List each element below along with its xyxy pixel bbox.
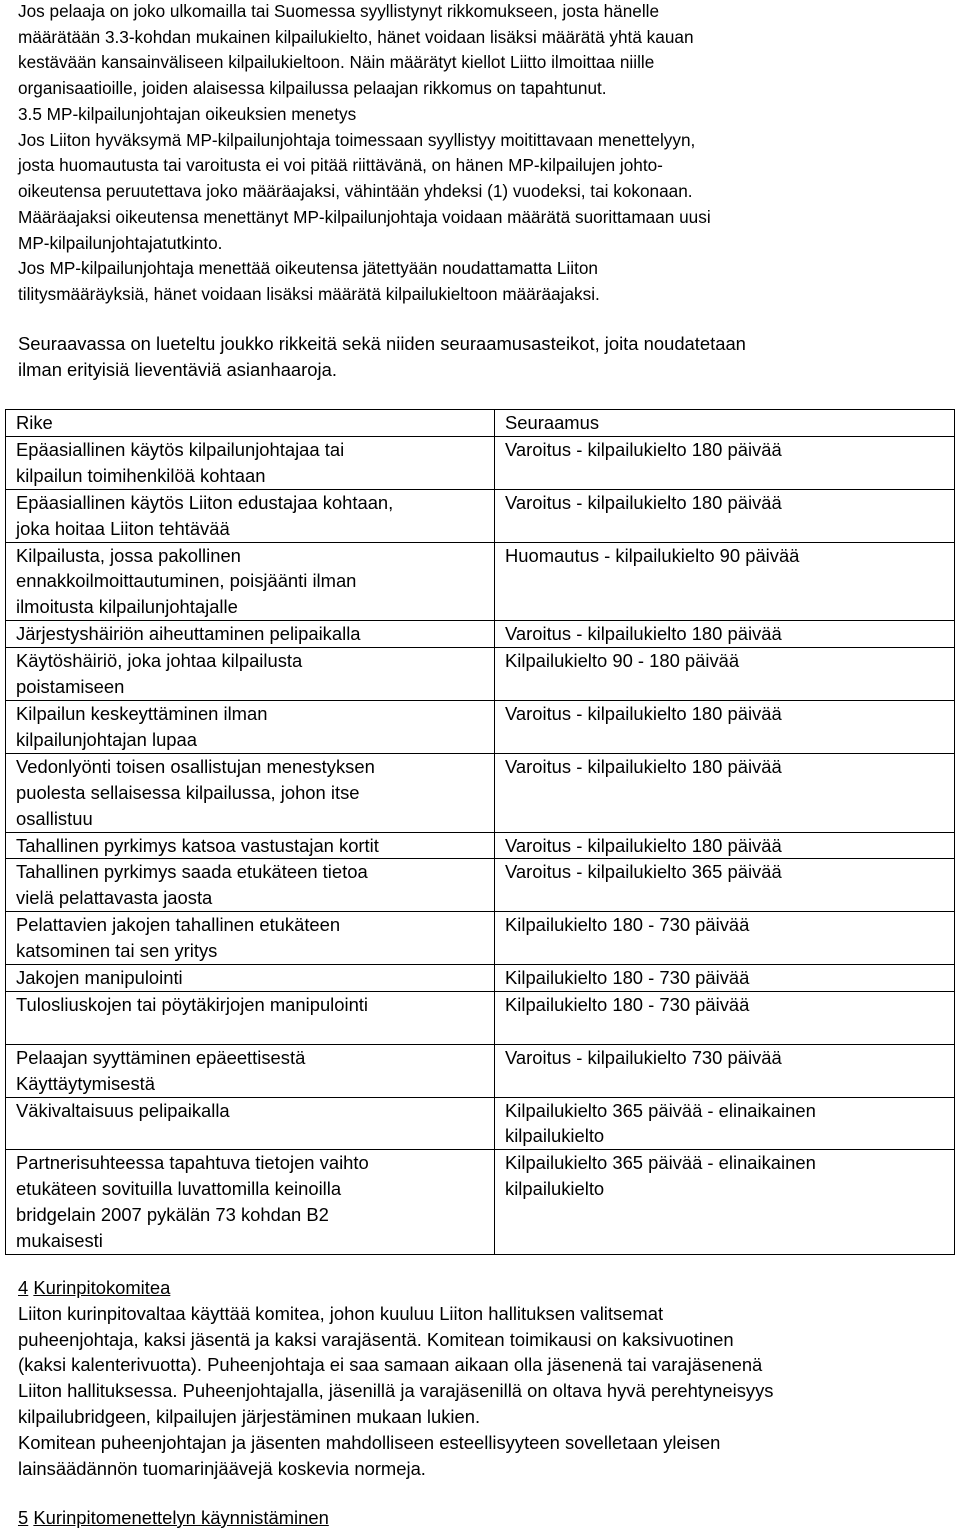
rike-line: mukaisesti xyxy=(16,1230,103,1252)
seuraamus-line: Varoitus - kilpailukielto 180 päivää xyxy=(505,755,782,777)
rike-line: Kilpailusta, jossa pakollinen xyxy=(16,544,241,566)
section-4 xyxy=(18,1275,774,1481)
seuraamus-line: Varoitus - kilpailukielto 180 päivää xyxy=(505,491,782,513)
rike-line: Partnerisuhteessa tapahtuva tietojen vaihto xyxy=(16,1152,369,1174)
rike-line: katsominen tai sen yritys xyxy=(16,940,218,962)
section-4-line: puheenjohtaja, kaksi jäsentä ja kaksi varajäsentä. Komitean toimikausi on kaksivuotinen xyxy=(18,1328,734,1350)
intro-line: kestävään kansainväliseen kilpailukieltoon. Näin määrätyt kiellot Liitto ilmoittaa niille xyxy=(18,52,655,73)
rike-line: kilpailun toimihenkilöä kohtaan xyxy=(16,464,266,486)
rike-line: Tahallinen pyrkimys katsoa vastustajan kortit xyxy=(16,834,379,856)
seuraamus-line: Kilpailukielto 180 - 730 päivää xyxy=(505,914,750,936)
table-row xyxy=(6,700,955,753)
rike-line: Tahallinen pyrkimys saada etukäteen tietoa xyxy=(16,861,368,883)
rike-cell xyxy=(6,1044,495,1097)
rike-line: bridgelain 2007 pykälän 73 kohdan B2 xyxy=(16,1204,329,1226)
intro-line: Jos pelaaja on joko ulkomailla tai Suomessa syyllistynyt rikkomukseen, josta hänelle xyxy=(18,1,660,21)
table-row xyxy=(6,832,955,859)
seuraamus-cell xyxy=(495,700,955,753)
table-row xyxy=(6,1097,955,1150)
seuraamus-cell xyxy=(495,965,955,992)
rike-cell xyxy=(6,991,495,1044)
rike-cell xyxy=(6,912,495,965)
rike-cell xyxy=(6,621,495,648)
seuraamus-line: Varoitus - kilpailukielto 365 päivää xyxy=(505,861,782,883)
rike-cell xyxy=(6,542,495,621)
table-intro-line: ilman erityisiä lieventäviä asianhaaroja. xyxy=(18,358,337,380)
section-3-5-line: MP-kilpailunjohtajatutkinto. xyxy=(18,232,223,253)
section-4-line: (kaksi kalenterivuotta). Puheenjohtaja ei saa samaan aikaan olla jäsenenä tai varajäsenenä xyxy=(18,1354,763,1376)
rike-line: osallistuu xyxy=(16,807,93,829)
table-intro xyxy=(18,331,746,383)
section-3-5-line: Jos MP-kilpailunjohtaja menettää oikeutensa jätettyään noudattamatta Liiton xyxy=(18,258,598,279)
section-5-heading xyxy=(18,1505,329,1531)
seuraamus-line: Varoitus - kilpailukielto 730 päivää xyxy=(505,1046,782,1068)
table-row xyxy=(6,753,955,832)
rike-cell xyxy=(6,700,495,753)
section-4-line: Liiton kurinpitovaltaa käyttää komitea, johon kuuluu Liiton hallituksen valitsemat xyxy=(18,1302,664,1324)
rike-line xyxy=(16,1018,494,1044)
rike-line: Kilpailun keskeyttäminen ilman xyxy=(16,702,268,724)
seuraamus-line: Varoitus - kilpailukielto 180 päivää xyxy=(505,834,782,856)
rike-cell xyxy=(6,436,495,489)
section-4-heading xyxy=(18,1275,774,1301)
rike-line: vielä pelattavasta jaosta xyxy=(16,887,213,909)
table-row xyxy=(6,991,955,1044)
rike-line: Väkivaltaisuus pelipaikalla xyxy=(16,1099,230,1121)
rike-cell xyxy=(6,489,495,542)
table-row xyxy=(6,965,955,992)
seuraamus-line: Kilpailukielto 180 - 730 päivää xyxy=(505,993,750,1015)
seuraamus-cell xyxy=(495,648,955,701)
seuraamus-cell xyxy=(495,1097,955,1150)
column-header-rike: Rike xyxy=(6,410,495,437)
seuraamus-line: Varoitus - kilpailukielto 180 päivää xyxy=(505,623,782,645)
section-4-number: 4 xyxy=(18,1277,29,1298)
rike-cell xyxy=(6,1097,495,1150)
seuraamus-cell xyxy=(495,542,955,621)
seuraamus-cell xyxy=(495,753,955,832)
rike-line: kilpailunjohtajan lupaa xyxy=(16,728,197,750)
table-intro-line: Seuraavassa on lueteltu joukko rikkeitä sekä niiden seuraamusasteikot, joita noudatetaan xyxy=(18,333,746,354)
section-5 xyxy=(18,1505,329,1531)
rike-line: Käyttäytymisestä xyxy=(16,1072,155,1094)
seuraamus-line: Kilpailukielto 365 päivää - elinaikainen xyxy=(505,1099,816,1121)
seuraamus-line: Kilpailukielto 180 - 730 päivää xyxy=(505,967,750,989)
table-row xyxy=(6,436,955,489)
rike-line: ilmoitusta kilpailunjohtajalle xyxy=(16,596,238,618)
rike-line: Pelaajan syyttäminen epäeettisestä xyxy=(16,1046,306,1068)
section-4-line: lainsäädännön tuomarinjäävejä koskevia normeja. xyxy=(18,1457,426,1479)
seuraamus-cell xyxy=(495,991,955,1044)
table-row xyxy=(6,912,955,965)
rike-line: Järjestyshäiriön aiheuttaminen pelipaikalla xyxy=(16,623,361,645)
section-5-number: 5 xyxy=(18,1507,29,1528)
section-3-5-heading: 3.5 MP-kilpailunjohtajan oikeuksien menetys xyxy=(18,104,357,124)
seuraamus-cell xyxy=(495,436,955,489)
seuraamus-line: Varoitus - kilpailukielto 180 päivää xyxy=(505,438,782,460)
seuraamus-cell xyxy=(495,912,955,965)
seuraamus-cell xyxy=(495,1044,955,1097)
section-3-5-line: Määräajaksi oikeutensa menettänyt MP-kilpailunjohtaja voidaan määrätä suorittamaan uusi xyxy=(18,206,711,227)
rike-cell xyxy=(6,965,495,992)
rike-line: Epäasiallinen käytös Liiton edustajaa kohtaan, xyxy=(16,491,394,513)
rike-cell xyxy=(6,859,495,912)
rike-cell xyxy=(6,1150,495,1255)
rike-line xyxy=(16,1123,494,1149)
section-4-line: Komitean puheenjohtajan ja jäsenten mahdolliseen esteellisyyteen sovelletaan yleisen xyxy=(18,1431,721,1453)
seuraamus-line: kilpailukielto xyxy=(505,1178,605,1200)
section-4-line: Liiton hallituksessa. Puheenjohtajalla, jäsenillä ja varajäsenillä on oltava hyvä perehtyneisyys xyxy=(18,1380,774,1402)
rike-line: ennakkoilmoittautuminen, poisjäänti ilman xyxy=(16,570,357,592)
rike-cell xyxy=(6,648,495,701)
rike-line: joka hoitaa Liiton tehtävää xyxy=(16,517,230,539)
table-row xyxy=(6,621,955,648)
table-row xyxy=(6,1044,955,1097)
section-3-5-line: Jos Liiton hyväksymä MP-kilpailunjohtaja toimessaan syyllistyy moitittavaan menettelyyn, xyxy=(18,129,696,150)
intro-line: määrätään 3.3-kohdan mukainen kilpailukielto, hänet voidaan lisäksi määrätä yhtä kauan xyxy=(18,26,694,47)
rike-line: Pelattavien jakojen tahallinen etukäteen xyxy=(16,914,341,936)
table-row xyxy=(6,542,955,621)
seuraamus-line: Huomautus - kilpailukielto 90 päivää xyxy=(505,544,800,566)
table-row xyxy=(6,489,955,542)
rike-line: Tulosliuskojen tai pöytäkirjojen manipulointi xyxy=(16,993,368,1015)
seuraamus-line: Kilpailukielto 365 päivää - elinaikainen xyxy=(505,1152,816,1174)
rike-line: Käytöshäiriö, joka johtaa kilpailusta xyxy=(16,650,303,672)
intro-line: organisaatioille, joiden alaisessa kilpailussa pelaajan rikkomus on tapahtunut. xyxy=(18,78,607,99)
table-row xyxy=(6,859,955,912)
section-5-title: Kurinpitomenettelyn käynnistäminen xyxy=(33,1507,329,1528)
seuraamus-cell xyxy=(495,832,955,859)
seuraamus-cell xyxy=(495,1150,955,1255)
table-row xyxy=(6,1150,955,1255)
table-row xyxy=(6,648,955,701)
seuraamus-cell xyxy=(495,621,955,648)
section-3-5-line: oikeutensa peruutettava joko määräajaksi, vähintään yhdeksi (1) vuodeksi, tai kokonaan. xyxy=(18,181,693,202)
table-header-row xyxy=(6,410,955,437)
section-3-5-line: tilitysmääräyksiä, hänet voidaan lisäksi määrätä kilpailukieltoon määräajaksi. xyxy=(18,283,600,304)
rike-cell xyxy=(6,753,495,832)
rike-line: poistamiseen xyxy=(16,676,125,698)
rike-cell xyxy=(6,832,495,859)
rike-line: Vedonlyönti toisen osallistujan menestyksen xyxy=(16,755,375,777)
seuraamus-line: kilpailukielto xyxy=(505,1125,605,1147)
penalty-table xyxy=(5,409,955,1255)
section-3-5 xyxy=(18,102,711,308)
seuraamus-line: Kilpailukielto 90 - 180 päivää xyxy=(505,650,740,672)
seuraamus-cell xyxy=(495,859,955,912)
rike-line: Jakojen manipulointi xyxy=(16,967,183,989)
rike-line: Epäasiallinen käytös kilpailunjohtajaa tai xyxy=(16,438,345,460)
rike-line: etukäteen sovituilla luvattomilla keinoilla xyxy=(16,1178,342,1200)
section-3-5-line: josta huomautusta tai varoitusta ei voi pitää riittävänä, on hänen MP-kilpailujen johto- xyxy=(18,155,663,176)
intro-paragraph xyxy=(18,0,694,102)
rike-line: puolesta sellaisessa kilpailussa, johon itse xyxy=(16,781,360,803)
section-4-title: Kurinpitokomitea xyxy=(33,1277,171,1298)
section-4-line: kilpailubridgeen, kilpailujen järjestäminen mukaan lukien. xyxy=(18,1405,481,1427)
seuraamus-cell xyxy=(495,489,955,542)
seuraamus-line: Varoitus - kilpailukielto 180 päivää xyxy=(505,702,782,724)
column-header-seuraamus: Seuraamus xyxy=(495,410,955,437)
